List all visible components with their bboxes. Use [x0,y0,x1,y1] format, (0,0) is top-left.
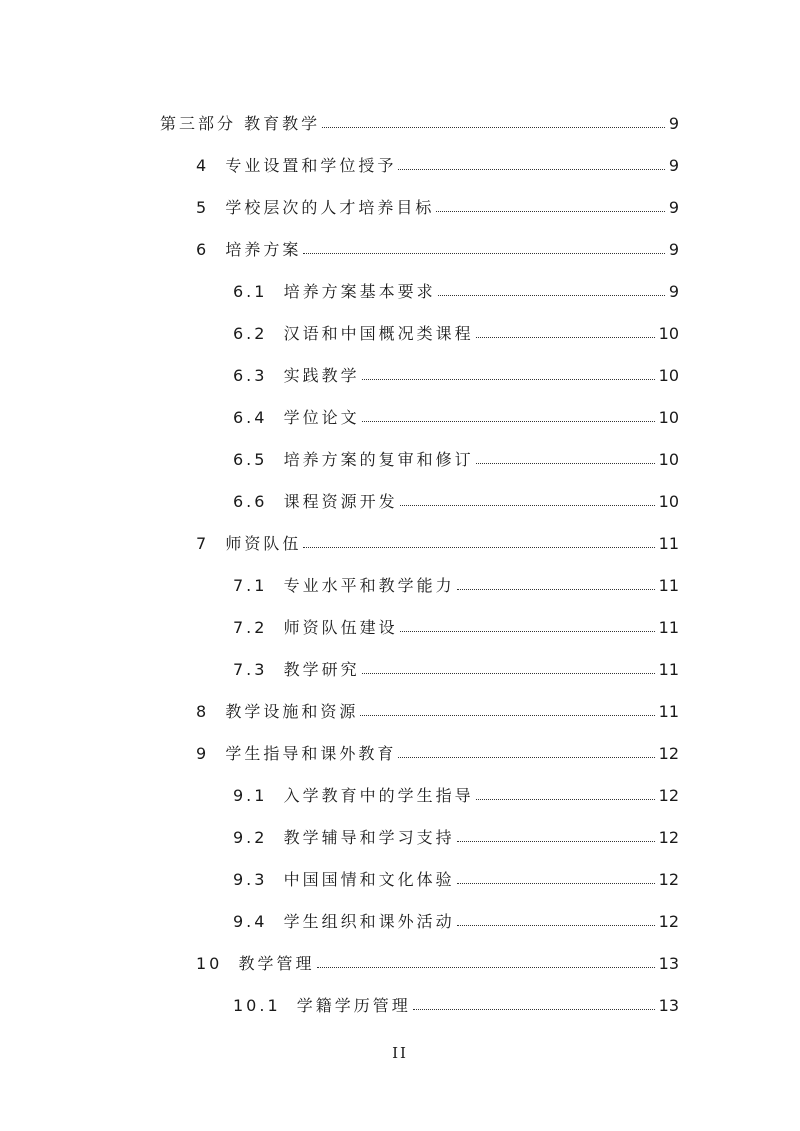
toc-entry-number: 10 [196,954,223,973]
toc-dot-leader [360,715,654,716]
toc-entry[interactable] [196,690,679,720]
toc-entry[interactable] [233,774,679,804]
toc-entry-page: 12 [658,870,679,889]
toc-entry-title: 专业水平和教学能力 [283,576,455,595]
toc-entry-number: 5 [196,198,210,217]
toc-dot-leader [322,127,665,128]
toc-dot-leader [362,673,655,674]
toc-entry-number: 7 [196,534,210,553]
toc-entry[interactable] [233,606,679,636]
toc-entry-page: 10 [658,492,679,511]
toc-entry-number: 6.5 [233,450,268,469]
toc-entry-number: 7.2 [233,618,268,637]
toc-entry[interactable] [233,984,679,1014]
toc-entry-title: 教学设施和资源 [225,702,359,721]
toc-entry-title: 师资队伍 [225,534,302,553]
toc-entry-number: 7.3 [233,660,268,679]
toc-entry-title: 中国国情和文化体验 [283,870,455,889]
toc-entry-title: 学校层次的人才培养目标 [225,198,435,217]
toc-entry-title: 课程资源开发 [283,492,398,511]
toc-entry-page: 11 [658,618,679,637]
toc-dot-leader [438,295,665,296]
toc-entry-title: 学位论文 [283,408,360,427]
toc-dot-leader [413,1009,655,1010]
toc-entry[interactable] [233,648,679,678]
toc-dot-leader [317,967,655,968]
toc-entry-number: 9.1 [233,786,268,805]
toc-entry[interactable] [233,564,679,594]
toc-entry-number: 9.4 [233,912,268,931]
toc-entry-page: 9 [668,240,679,259]
toc-entry-title: 学籍学历管理 [296,996,411,1015]
toc-entry-number: 9.3 [233,870,268,889]
toc-entry-number: 6.2 [233,324,268,343]
toc-entry-page: 9 [668,114,679,133]
toc-dot-leader [457,883,655,884]
toc-entry[interactable] [233,438,679,468]
page-number-footer: II [392,1044,408,1062]
toc-entry-page: 9 [668,198,679,217]
toc-entry-number: 6.3 [233,366,268,385]
toc-dot-leader [476,799,655,800]
toc-entry-title: 入学教育中的学生指导 [283,786,474,805]
toc-entry-title: 学生指导和课外教育 [225,744,397,763]
toc-entry-title: 培养方案基本要求 [283,282,436,301]
toc-entry[interactable] [196,942,679,972]
toc-entry-number: 8 [196,702,210,721]
toc-entry[interactable] [233,354,679,384]
toc-entry[interactable] [233,858,679,888]
toc-entry[interactable] [233,480,679,510]
toc-entry-title: 学生组织和课外活动 [283,912,455,931]
toc-entry-page: 10 [658,366,679,385]
toc-dot-leader [362,379,655,380]
toc-entry[interactable] [233,312,679,342]
toc-entry[interactable] [196,186,679,216]
toc-dot-leader [303,547,654,548]
toc-dot-leader [362,421,655,422]
toc-entry-page: 11 [658,660,679,679]
toc-dot-leader [457,925,655,926]
toc-entry-page: 9 [668,282,679,301]
toc-dot-leader [457,841,655,842]
toc-entry-page: 10 [658,450,679,469]
toc-entry-page: 11 [658,534,679,553]
toc-entry-title: 第三部分 教育教学 [160,114,321,133]
toc-dot-leader [476,337,655,338]
toc-dot-leader [436,211,664,212]
toc-entry-page: 13 [658,954,679,973]
toc-entry[interactable] [196,522,679,552]
toc-dot-leader [398,757,654,758]
toc-entry[interactable] [196,144,679,174]
toc-entry-number: 6.4 [233,408,268,427]
toc-entry-page: 12 [658,744,679,763]
toc-entry-title: 教学管理 [238,954,315,973]
toc-entry-title: 汉语和中国概况类课程 [283,324,474,343]
toc-entry-title: 师资队伍建设 [283,618,398,637]
toc-entry-page: 12 [658,912,679,931]
toc-dot-leader [303,253,664,254]
toc-entry-page: 11 [658,702,679,721]
toc-entry[interactable] [233,816,679,846]
toc-dot-leader [400,505,655,506]
toc-entry-page: 12 [658,828,679,847]
toc-dot-leader [457,589,655,590]
toc-entry-page: 11 [658,576,679,595]
toc-dot-leader [398,169,664,170]
toc-entry-number: 6 [196,240,210,259]
toc-dot-leader [476,463,655,464]
toc-entry-title: 培养方案 [225,240,302,259]
toc-entry-page: 10 [658,408,679,427]
toc-entry-number: 4 [196,156,210,175]
toc-entry[interactable] [233,270,679,300]
toc-entry[interactable] [233,900,679,930]
toc-entry-number: 10.1 [233,996,281,1015]
toc-entry-title: 教学辅导和学习支持 [283,828,455,847]
toc-entry-number: 9 [196,744,210,763]
toc-entry-page: 9 [668,156,679,175]
toc-entry-number: 6.6 [233,492,268,511]
toc-entry-title: 实践教学 [283,366,360,385]
toc-entry-title: 专业设置和学位授予 [225,156,397,175]
toc-entry[interactable] [233,396,679,426]
toc-entry-page: 13 [658,996,679,1015]
toc-entry-number: 9.2 [233,828,268,847]
toc-entry-title: 教学研究 [283,660,360,679]
toc-entry-number: 7.1 [233,576,268,595]
toc-entry[interactable] [160,102,679,132]
toc-entry[interactable] [196,732,679,762]
toc-dot-leader [400,631,655,632]
toc-entry-page: 10 [658,324,679,343]
toc-entry[interactable] [196,228,679,258]
toc-entry-number: 6.1 [233,282,268,301]
toc-entry-page: 12 [658,786,679,805]
toc-entry-title: 培养方案的复审和修订 [283,450,474,469]
